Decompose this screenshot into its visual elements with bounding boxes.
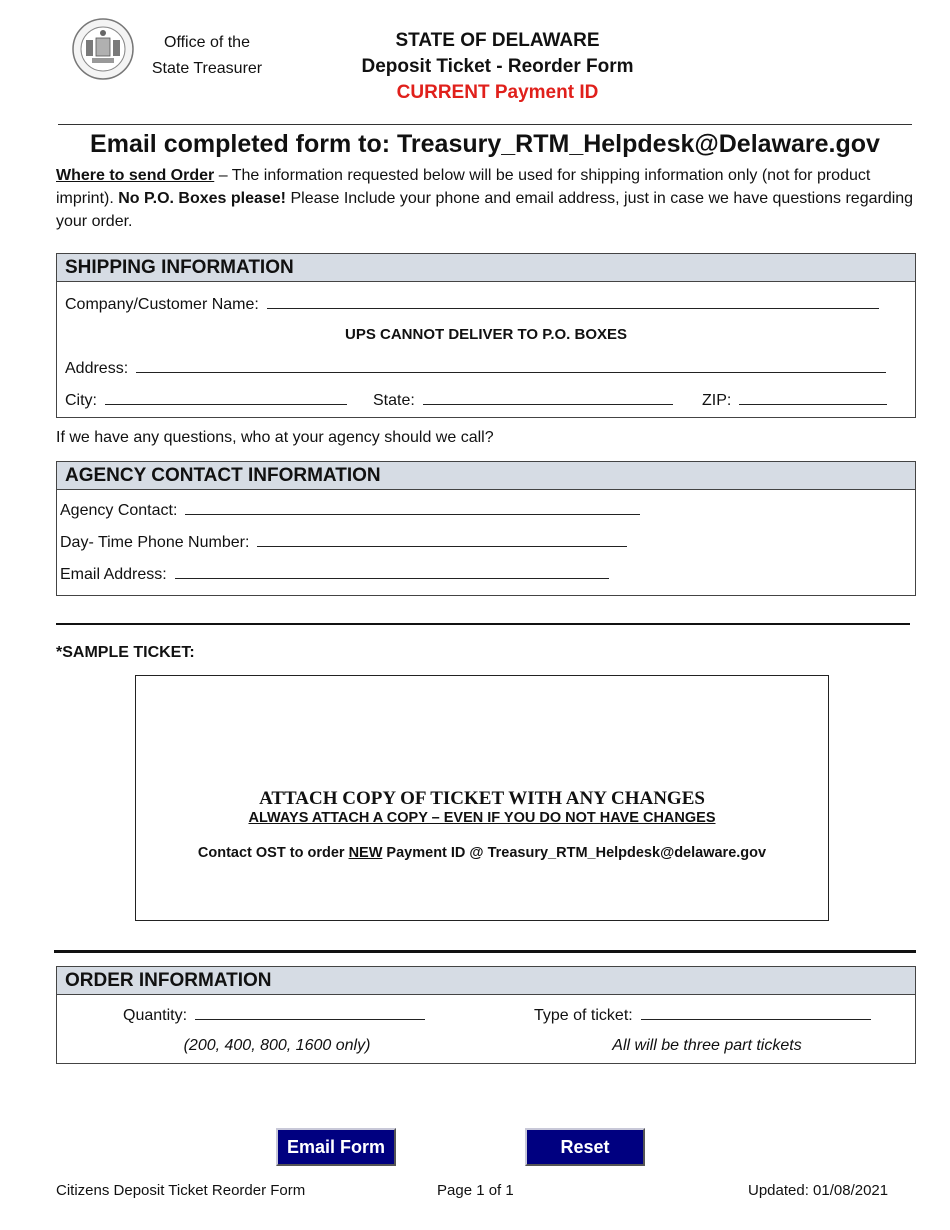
zip-row <box>702 390 887 410</box>
company-field[interactable] <box>267 294 879 309</box>
order-heading: ORDER INFORMATION <box>57 967 915 995</box>
quantity-note: (200, 400, 800, 1600 only) <box>183 1037 371 1054</box>
email-label: Email Address: <box>60 566 167 583</box>
footer-page-number: Page 1 of 1 <box>437 1182 514 1199</box>
divider <box>56 623 910 625</box>
attach-copy-subtitle: ALWAYS ATTACH A COPY – EVEN IF YOU DO NOT HAVE CHANGES <box>248 810 716 826</box>
type-note: All will be three part tickets <box>612 1037 802 1054</box>
sample-ticket-label: *SAMPLE TICKET: <box>56 644 195 661</box>
city-label: City: <box>65 392 97 409</box>
email-field[interactable] <box>175 564 609 579</box>
office-label <box>142 30 272 82</box>
type-row <box>534 1005 871 1025</box>
attach-copy-title: ATTACH COPY OF TICKET WITH ANY CHANGES <box>259 788 705 809</box>
footer-updated-date: Updated: 01/08/2021 <box>748 1182 889 1199</box>
form-header <box>300 28 695 106</box>
agency-contact-row <box>60 500 640 520</box>
city-field[interactable] <box>105 390 347 405</box>
order-section <box>56 966 916 1064</box>
divider <box>54 950 916 953</box>
form-title: Deposit Ticket - Reorder Form <box>361 56 634 77</box>
shipping-heading: SHIPPING INFORMATION <box>57 254 915 282</box>
intro-paragraph <box>56 164 916 233</box>
footer-form-name: Citizens Deposit Ticket Reorder Form <box>56 1182 306 1199</box>
office-line-1: Office of the <box>164 34 250 51</box>
quantity-label: Quantity: <box>123 1007 188 1024</box>
ups-note: UPS CANNOT DELIVER TO P.O. BOXES <box>345 326 627 343</box>
shipping-section <box>56 253 916 418</box>
sample-ticket-box <box>135 675 829 921</box>
address-field[interactable] <box>136 358 886 373</box>
divider <box>58 124 912 125</box>
phone-field[interactable] <box>257 532 627 547</box>
state-label: State: <box>373 392 415 409</box>
quantity-field[interactable] <box>195 1005 425 1020</box>
intro-text-1: – The information requested below will be used for shipping information only (not for product imprint). <box>56 167 871 207</box>
agency-contact-label: Agency Contact: <box>60 502 178 519</box>
no-po-boxes-note: No P.O. Boxes please! <box>118 190 287 207</box>
reset-button[interactable]: Reset <box>525 1128 645 1166</box>
where-to-send-label: Where to send Order <box>56 167 215 184</box>
contact-text-pre: Contact OST to order <box>197 845 349 861</box>
email-instruction: Email completed form to: Treasury_RTM_Helpdesk@Delaware.gov <box>90 130 880 158</box>
city-row <box>65 390 347 410</box>
contact-text-new: NEW <box>348 845 383 861</box>
zip-label: ZIP: <box>702 392 732 409</box>
phone-label: Day- Time Phone Number: <box>60 534 250 551</box>
zip-field[interactable] <box>739 390 887 405</box>
contact-text-post: Payment ID @ Treasury_RTM_Helpdesk@delaware.gov <box>382 845 767 861</box>
address-row <box>65 358 886 378</box>
agency-question: If we have any questions, who at your agency should we call? <box>56 429 494 446</box>
email-row <box>60 564 609 584</box>
type-label: Type of ticket: <box>534 1007 633 1024</box>
quantity-row <box>123 1005 425 1025</box>
company-label: Company/Customer Name: <box>65 296 259 313</box>
company-row <box>65 294 879 314</box>
email-form-button[interactable]: Email Form <box>276 1128 396 1166</box>
agency-heading: AGENCY CONTACT INFORMATION <box>57 462 915 490</box>
phone-row <box>60 532 627 552</box>
address-label: Address: <box>65 360 129 377</box>
office-line-2: State Treasurer <box>151 60 263 77</box>
state-field[interactable] <box>423 390 673 405</box>
state-row <box>373 390 673 410</box>
contact-ost-note <box>136 845 828 861</box>
payment-id-label: CURRENT Payment ID <box>396 82 599 103</box>
state-seal-logo <box>72 18 134 80</box>
state-title: STATE OF DELAWARE <box>395 30 600 51</box>
type-field[interactable] <box>641 1005 871 1020</box>
agency-contact-field[interactable] <box>185 500 640 515</box>
agency-section <box>56 461 916 596</box>
intro-text-2: Please Include your phone and email address, just in case we have questions regarding your order. <box>56 190 914 230</box>
